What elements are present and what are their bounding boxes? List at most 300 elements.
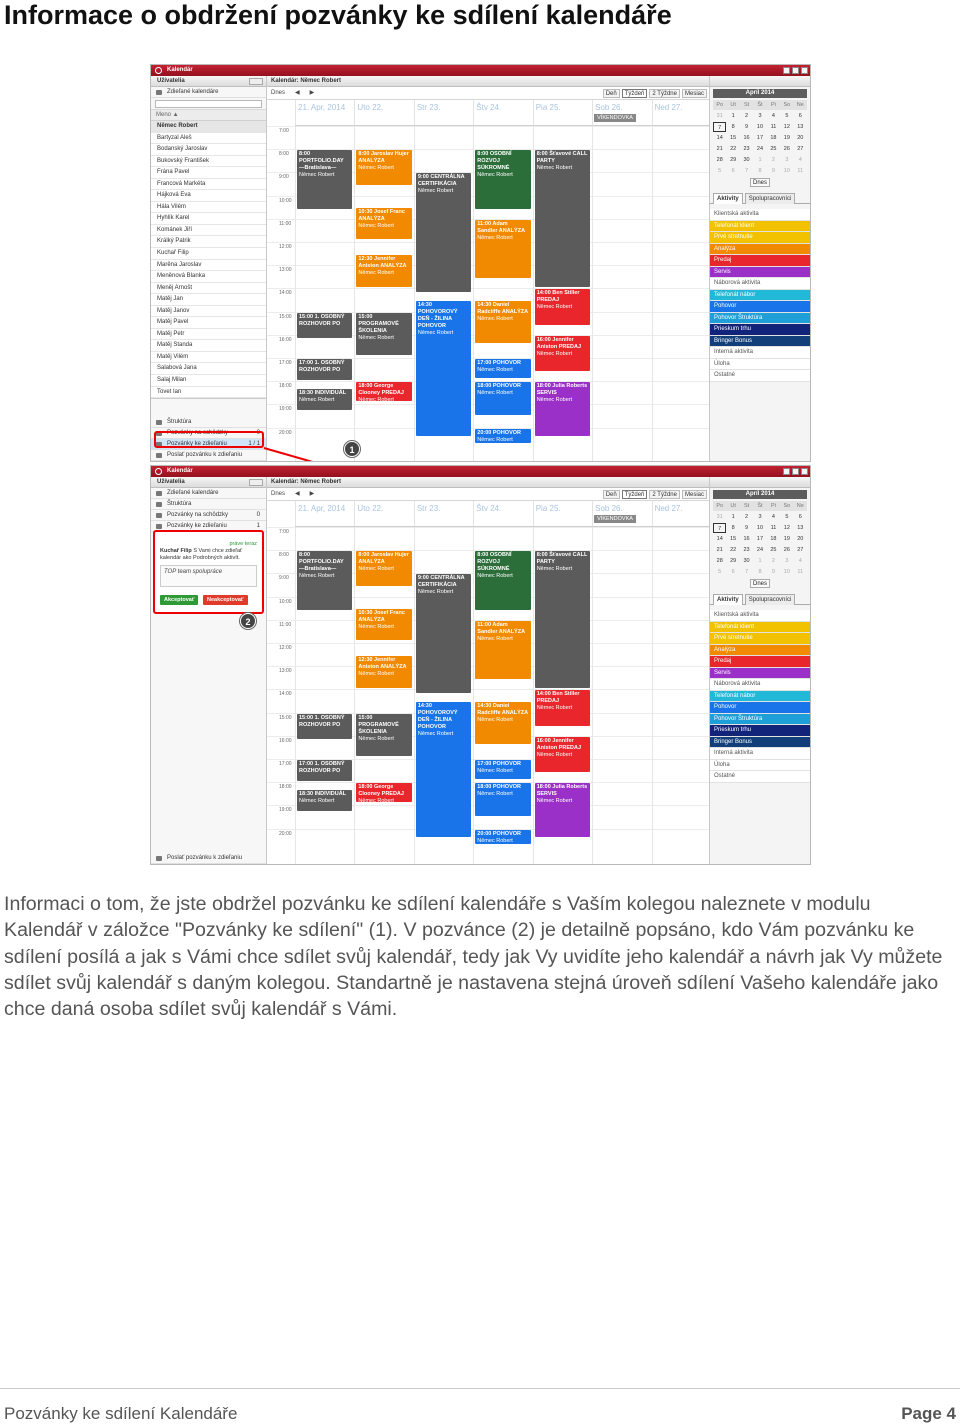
activity-item[interactable]: Náborová aktivita: [710, 278, 810, 290]
mini-day[interactable]: 10: [756, 124, 764, 130]
invites-sharing-tab[interactable]: Pozvánky ke zdieľaniu 1: [151, 521, 266, 532]
mini-day[interactable]: 3: [785, 558, 789, 564]
mini-day[interactable]: 26: [783, 547, 790, 553]
mini-day[interactable]: 25: [770, 547, 777, 553]
activity-item[interactable]: Interná aktivita: [710, 347, 810, 359]
calendar-event[interactable]: [356, 382, 411, 401]
calendar-event[interactable]: [475, 220, 530, 278]
mini-day[interactable]: 9: [771, 168, 775, 174]
calendar-icon: [156, 491, 162, 496]
day-column-header[interactable]: [414, 501, 473, 526]
person-item[interactable]: Matěj Jan: [151, 294, 266, 306]
view-2weeks-button[interactable]: 2 Týždne: [649, 490, 680, 499]
event-title: 11:00 Adam Sandler ANALÝZA: [477, 621, 526, 635]
mini-day[interactable]: 11: [770, 124, 777, 130]
next-icon[interactable]: ▶: [309, 90, 315, 96]
calendar-event[interactable]: [356, 150, 411, 185]
mini-calendar-grid: [713, 100, 807, 176]
mini-day[interactable]: 4: [798, 558, 802, 564]
send-invite-item[interactable]: Poslať pozvánku k zdieľaniu: [151, 853, 266, 864]
mini-day[interactable]: 22: [730, 146, 737, 152]
invites-schedule-item[interactable]: Pozvánky na schôdzky 0: [151, 428, 266, 439]
mini-day[interactable]: 3: [758, 514, 762, 520]
person-item[interactable]: Francová Markéta: [151, 179, 266, 191]
mini-day[interactable]: 9: [771, 569, 775, 575]
person-item[interactable]: Matěj Petr: [151, 329, 266, 341]
mini-day[interactable]: 11: [797, 168, 804, 174]
mini-day[interactable]: 19: [783, 135, 790, 141]
day-column-header[interactable]: [652, 501, 711, 526]
tab-colleagues[interactable]: Spolupracovníci: [745, 594, 796, 605]
right-tabs: [710, 193, 810, 204]
activity-legend: [710, 610, 810, 783]
mini-day[interactable]: 18: [770, 135, 777, 141]
calendar-event[interactable]: [297, 313, 352, 339]
person-item[interactable]: Matěj Janov: [151, 306, 266, 318]
mini-day[interactable]: 7: [713, 523, 726, 533]
event-title: 8:00 PORTFOLIO.DAY —Bratislava—: [299, 552, 344, 573]
calendar-event[interactable]: [297, 389, 352, 410]
calendar-event[interactable]: [475, 702, 530, 744]
calendar-event[interactable]: [535, 336, 590, 371]
mini-day[interactable]: 2: [745, 113, 749, 119]
mini-day[interactable]: 9: [745, 525, 749, 531]
person-item[interactable]: Kománek Jiří: [151, 225, 266, 237]
hour-label: 14:00: [279, 691, 292, 698]
activity-item[interactable]: Klientská aktivita: [710, 209, 810, 221]
mini-day[interactable]: 28: [716, 157, 723, 163]
activity-item[interactable]: Ostatné: [710, 370, 810, 382]
mini-day[interactable]: 10: [756, 525, 764, 531]
event-title: 8:00 Jaroslav Hujer ANALÝZA: [358, 552, 409, 566]
collapse-icon[interactable]: [249, 78, 263, 85]
tab-activities[interactable]: Aktivity: [713, 594, 743, 605]
activity-item[interactable]: Klientská aktivita: [710, 610, 810, 622]
event-owner: Němec Robert: [477, 436, 513, 443]
activity-item[interactable]: Prvé stretnutie: [710, 633, 810, 645]
mini-day[interactable]: 27: [797, 547, 804, 553]
right-tabs: [710, 594, 810, 605]
page-number: Page 4: [901, 1404, 956, 1423]
calendar-event[interactable]: [356, 208, 411, 238]
calendar-event[interactable]: [356, 714, 411, 756]
person-item[interactable]: Bodanský Jaroslav: [151, 144, 266, 156]
tab-activities[interactable]: Aktivity: [713, 193, 743, 204]
calendar-event[interactable]: [475, 150, 530, 208]
mini-day[interactable]: 6: [798, 514, 802, 520]
calendar-event[interactable]: [297, 150, 352, 208]
mini-day[interactable]: 1: [731, 514, 735, 520]
event-title: 8:00 Jaroslav Hujer ANALÝZA: [358, 151, 409, 165]
structure-item[interactable]: Štruktúra: [151, 499, 266, 510]
mini-day[interactable]: 15: [730, 536, 737, 542]
document-title: Informace o obdržení pozvánky ke sdílení kalendáře: [4, 0, 672, 30]
grid-column: [533, 126, 534, 461]
view-2weeks-button[interactable]: 2 Týždne: [649, 89, 680, 98]
calendar-event[interactable]: [475, 551, 530, 609]
maximize-icon[interactable]: [792, 67, 799, 74]
mini-day[interactable]: 3: [785, 157, 789, 163]
calendar-toolbar: [267, 87, 709, 100]
calendar-event[interactable]: [297, 714, 352, 740]
mini-day[interactable]: 31: [716, 514, 723, 520]
mini-day[interactable]: 26: [783, 146, 790, 152]
mini-calendar-month[interactable]: Apríl 2014: [713, 89, 807, 98]
window-title: Kalendár: [167, 468, 193, 474]
day-column-header[interactable]: [354, 501, 413, 526]
day-column-header[interactable]: [473, 100, 532, 125]
event-title: 14:30 Daniel Radcliffe ANALÝZA: [477, 703, 529, 716]
calendar-event[interactable]: [416, 574, 471, 693]
grid-column: [295, 527, 296, 864]
invites-sharing-tab[interactable]: Pozvánky ke zdieľaniu 1 / 1: [151, 439, 266, 450]
calendar-event[interactable]: [535, 551, 590, 688]
mini-day[interactable]: 20: [797, 536, 804, 542]
activity-item[interactable]: Náborová aktivita: [710, 679, 810, 691]
day-column-header[interactable]: [592, 501, 651, 526]
mini-day[interactable]: 10: [783, 168, 790, 174]
event-title: 12:30 Jennifer Aniston ANALÝZA: [358, 656, 407, 670]
person-item[interactable]: Matěj Standa: [151, 340, 266, 352]
mini-day[interactable]: 18: [770, 536, 777, 542]
weekday-label: So: [780, 501, 793, 511]
invites-schedule-item[interactable]: Pozvánky na schôdzky 0: [151, 510, 266, 521]
weekend-event[interactable]: VÍKENDOVKA: [594, 114, 636, 122]
mini-day[interactable]: 8: [758, 569, 762, 575]
mini-day[interactable]: 1: [758, 558, 762, 564]
event-owner: Němec Robert: [536, 566, 573, 573]
event-owner: Němec Robert: [536, 304, 573, 311]
person-item[interactable]: Meněj Arnošt: [151, 283, 266, 295]
calendar-event[interactable]: [356, 656, 411, 689]
activity-item[interactable]: Telefonát klient: [710, 221, 810, 233]
activity-item[interactable]: Interná aktivita: [710, 748, 810, 760]
today-button[interactable]: Dnes: [271, 491, 286, 497]
person-item[interactable]: Frána Pavel: [151, 167, 266, 179]
activity-item[interactable]: Bringer Bonus: [710, 737, 810, 749]
event-title: 16:00 Jennifer Aniston PREDAJ: [536, 737, 582, 751]
calendar-event[interactable]: [416, 301, 471, 436]
mini-day[interactable]: 24: [756, 547, 764, 553]
app-logo-icon: [155, 67, 162, 74]
calendar-event[interactable]: [535, 382, 590, 436]
event-owner: Němec Robert: [536, 397, 573, 404]
minimize-icon[interactable]: [783, 67, 790, 74]
person-item[interactable]: Hájková Eva: [151, 190, 266, 202]
hour-label: 17:00: [279, 360, 292, 366]
calendar-event[interactable]: [475, 621, 530, 679]
view-day-button[interactable]: Deň: [603, 89, 620, 98]
activity-item[interactable]: Pohovor: [710, 301, 810, 313]
event-title: 10:30 Josef Franc ANALÝZA: [358, 209, 405, 223]
view-week-button[interactable]: Týždeň: [622, 89, 648, 98]
maximize-icon[interactable]: [792, 468, 799, 475]
mini-day[interactable]: 5: [785, 514, 789, 520]
day-column-header[interactable]: [354, 100, 413, 125]
person-item[interactable]: Hyhlík Karel: [151, 213, 266, 225]
person-item[interactable]: Marěna Jaroslav: [151, 260, 266, 272]
activity-item[interactable]: Pohovor Štruktúra: [710, 714, 810, 726]
mini-day[interactable]: 2: [771, 157, 775, 163]
event-owner: Němec Robert: [358, 670, 394, 677]
mini-day[interactable]: 13: [797, 525, 804, 531]
mini-day[interactable]: 6: [731, 168, 735, 174]
mini-day[interactable]: 4: [771, 113, 775, 119]
window-titlebar: [151, 466, 810, 477]
mini-day[interactable]: 2: [745, 514, 749, 520]
mini-day[interactable]: 7: [713, 122, 726, 132]
invite-popup: [153, 530, 264, 614]
mini-day[interactable]: 10: [783, 569, 790, 575]
mini-day[interactable]: 22: [730, 547, 737, 553]
mini-day[interactable]: 11: [770, 525, 777, 531]
calendar-event[interactable]: [356, 551, 411, 586]
calendar-event[interactable]: [416, 173, 471, 292]
activity-item[interactable]: Úloha: [710, 359, 810, 371]
activity-item[interactable]: Pohovor: [710, 702, 810, 714]
mini-day[interactable]: 7: [745, 168, 749, 174]
mini-day[interactable]: 27: [797, 146, 804, 152]
view-day-button[interactable]: Deň: [603, 490, 620, 499]
activity-item[interactable]: Prvé stretnutie: [710, 232, 810, 244]
mini-day[interactable]: 21: [716, 547, 723, 553]
calendar-event[interactable]: [535, 737, 590, 772]
mini-day[interactable]: 5: [718, 569, 722, 575]
mini-day[interactable]: 14: [716, 536, 723, 542]
mini-day[interactable]: 17: [756, 135, 764, 141]
mini-day[interactable]: 5: [785, 113, 789, 119]
invite-time: práve teraz: [229, 541, 257, 547]
grid-column: [473, 126, 474, 461]
mini-day[interactable]: 30: [743, 157, 750, 163]
mini-day[interactable]: 16: [743, 135, 750, 141]
day-column-header[interactable]: [295, 100, 354, 125]
calendar-event[interactable]: [475, 382, 530, 415]
calendar-event[interactable]: [356, 783, 411, 802]
person-item[interactable]: Kuchař Filip: [151, 248, 266, 260]
activity-item[interactable]: Telefonát klient: [710, 622, 810, 634]
weekend-event[interactable]: VÍKENDOVKA: [594, 515, 636, 523]
person-item[interactable]: Bartyzal Aleš: [151, 133, 266, 145]
mini-day[interactable]: 9: [745, 124, 749, 130]
mini-day[interactable]: 15: [730, 135, 737, 141]
collapse-icon[interactable]: [249, 479, 263, 486]
hour-label: 13:00: [279, 267, 292, 274]
hour-label: 11:00: [279, 621, 292, 628]
event-owner: Němec Robert: [536, 751, 573, 758]
view-switcher: [603, 490, 707, 499]
window-titlebar: [151, 65, 810, 76]
activity-item[interactable]: Servis: [710, 267, 810, 279]
view-week-button[interactable]: Týždeň: [622, 490, 648, 499]
minimize-icon[interactable]: [783, 468, 790, 475]
mini-day[interactable]: 12: [783, 525, 790, 531]
today-mini-button[interactable]: Dnes: [750, 178, 770, 187]
mini-day[interactable]: 30: [743, 558, 750, 564]
accept-button[interactable]: Akceptovať: [160, 595, 198, 605]
mini-day[interactable]: 24: [756, 146, 764, 152]
weekday-label: Po: [713, 501, 726, 511]
activity-item[interactable]: Bringer Bonus: [710, 336, 810, 348]
person-item[interactable]: Meněnová Blanka: [151, 271, 266, 283]
activity-item[interactable]: Predaj: [710, 255, 810, 267]
mini-day[interactable]: 2: [771, 558, 775, 564]
mini-day[interactable]: 28: [716, 558, 723, 564]
send-invite-item[interactable]: Poslať pozvánku k zdieľaniu: [151, 450, 266, 461]
calendar-event[interactable]: [297, 790, 352, 811]
event-owner: Němec Robert: [358, 223, 394, 230]
structure-item[interactable]: Štruktúra: [151, 417, 266, 428]
calendar-event[interactable]: [475, 359, 530, 378]
mini-day[interactable]: 1: [731, 113, 735, 119]
name-filter[interactable]: Meno ▲: [151, 110, 266, 121]
mini-day[interactable]: 23: [743, 146, 750, 152]
person-item[interactable]: Hála Vilém: [151, 202, 266, 214]
mini-day[interactable]: 14: [716, 135, 723, 141]
mini-day[interactable]: 8: [731, 525, 735, 531]
calendar-event[interactable]: [416, 702, 471, 837]
event-owner: Němec Robert: [358, 566, 394, 573]
activity-item[interactable]: Analýza: [710, 645, 810, 657]
activity-item[interactable]: Telefonát nábor: [710, 290, 810, 302]
person-item[interactable]: Salaj Milan: [151, 375, 266, 387]
day-column-header[interactable]: [652, 100, 711, 125]
hour-label: 7:00: [279, 128, 289, 134]
right-panel-header: [710, 477, 810, 488]
mini-day[interactable]: 20: [797, 135, 804, 141]
mini-day[interactable]: 4: [771, 514, 775, 520]
search-input[interactable]: [155, 100, 262, 108]
person-item[interactable]: Němec Robert: [151, 121, 266, 133]
person-item[interactable]: Matěj Pavel: [151, 317, 266, 329]
calendar-event[interactable]: [475, 760, 530, 779]
invite-sender[interactable]: Kuchař Filip: [160, 548, 192, 554]
calendar-event[interactable]: [535, 690, 590, 725]
day-column-header[interactable]: [295, 501, 354, 526]
mini-day[interactable]: 12: [783, 124, 790, 130]
calendar-event[interactable]: [535, 783, 590, 837]
day-column-header[interactable]: [533, 501, 592, 526]
mini-day[interactable]: 8: [758, 168, 762, 174]
shared-calendars-item[interactable]: Zdieľané kalendáre: [151, 87, 266, 98]
hour-label: 18:00: [279, 383, 292, 390]
mini-day[interactable]: 23: [743, 547, 750, 553]
activity-item[interactable]: Pohovor Štruktúra: [710, 313, 810, 325]
shared-calendars-item[interactable]: Zdieľané kalendáre: [151, 488, 266, 499]
mini-day[interactable]: 1: [758, 157, 762, 163]
close-icon[interactable]: [801, 468, 808, 475]
day-column-header[interactable]: [473, 501, 532, 526]
event-title: 17:00 POHOVOR: [477, 360, 521, 366]
mini-day[interactable]: 17: [756, 536, 764, 542]
mini-day[interactable]: 3: [758, 113, 762, 119]
mini-day[interactable]: 7: [745, 569, 749, 575]
day-column-header[interactable]: [414, 100, 473, 125]
activity-item[interactable]: Analýza: [710, 244, 810, 256]
calendar-event[interactable]: [535, 289, 590, 324]
mini-day[interactable]: 31: [716, 113, 723, 119]
event-owner: Němec Robert: [477, 717, 513, 723]
day-column-header[interactable]: [592, 100, 651, 125]
activity-item[interactable]: Prieskum trhu: [710, 725, 810, 737]
calendar-event[interactable]: [475, 830, 530, 844]
calendar-event[interactable]: [356, 313, 411, 355]
activity-item[interactable]: Úloha: [710, 760, 810, 772]
activity-item[interactable]: Prieskum trhu: [710, 324, 810, 336]
mini-day[interactable]: 16: [743, 536, 750, 542]
view-switcher: [603, 89, 707, 98]
grid-column: [354, 126, 355, 461]
hour-label: 12:00: [279, 244, 292, 250]
mini-day[interactable]: 29: [730, 558, 737, 564]
close-icon[interactable]: [801, 67, 808, 74]
event-owner: Němec Robert: [536, 350, 573, 357]
mini-calendar: [710, 87, 810, 175]
activity-item[interactable]: Predaj: [710, 656, 810, 668]
mini-day[interactable]: 8: [731, 124, 735, 130]
activity-item[interactable]: Servis: [710, 668, 810, 680]
weekday-label: Ne: [794, 501, 807, 511]
event-owner: Němec Robert: [477, 390, 513, 397]
mini-day[interactable]: 25: [770, 146, 777, 152]
mini-day[interactable]: 29: [730, 157, 737, 163]
calendar-event[interactable]: [475, 783, 530, 816]
mini-calendar: [710, 488, 810, 576]
time-grid: [267, 126, 709, 461]
prev-icon[interactable]: ◀: [295, 491, 300, 497]
calendar-event[interactable]: [475, 301, 530, 343]
calendar-event[interactable]: [475, 429, 530, 443]
calendar-event[interactable]: [535, 150, 590, 287]
activity-item[interactable]: Ostatné: [710, 771, 810, 783]
activity-item[interactable]: Telefonát nábor: [710, 691, 810, 703]
mini-day[interactable]: 5: [718, 168, 722, 174]
mini-day[interactable]: 19: [783, 536, 790, 542]
mini-day[interactable]: 13: [797, 124, 804, 130]
calendar-event[interactable]: [297, 359, 352, 380]
prev-icon[interactable]: ◀: [295, 90, 300, 96]
today-mini-button[interactable]: Dnes: [750, 579, 770, 588]
mini-calendar-month[interactable]: Apríl 2014: [713, 490, 807, 499]
users-panel: [151, 76, 267, 461]
invite-note: TOP team spolupráce: [160, 565, 257, 587]
decline-button[interactable]: Neakceptovať: [203, 595, 248, 605]
person-item[interactable]: Králký Patrik: [151, 236, 266, 248]
person-item[interactable]: Bukovský František: [151, 156, 266, 168]
calendar-event[interactable]: [297, 760, 352, 781]
hour-label: 16:00: [279, 336, 292, 343]
next-icon[interactable]: ▶: [309, 491, 315, 497]
calendar-event[interactable]: [297, 551, 352, 609]
mini-day[interactable]: 11: [797, 569, 804, 575]
mini-day[interactable]: 6: [731, 569, 735, 575]
calendar-event[interactable]: [356, 255, 411, 288]
grid-column: [354, 527, 355, 864]
today-button[interactable]: Dnes: [271, 90, 286, 96]
mini-day[interactable]: 21: [716, 146, 723, 152]
person-item[interactable]: Matěj Vilém: [151, 352, 266, 364]
tab-colleagues[interactable]: Spolupracovníci: [745, 193, 796, 204]
calendar-event[interactable]: [356, 609, 411, 639]
person-item[interactable]: Salabová Jana: [151, 363, 266, 375]
event-title: 18:30 INDIVIDUÁL: [299, 791, 347, 798]
view-month-button[interactable]: Mesiac: [682, 89, 707, 98]
mini-day[interactable]: 6: [798, 113, 802, 119]
person-item[interactable]: Tovet Ian: [151, 387, 266, 399]
view-month-button[interactable]: Mesiac: [682, 490, 707, 499]
mini-day[interactable]: 4: [798, 157, 802, 163]
day-column-header[interactable]: [533, 100, 592, 125]
